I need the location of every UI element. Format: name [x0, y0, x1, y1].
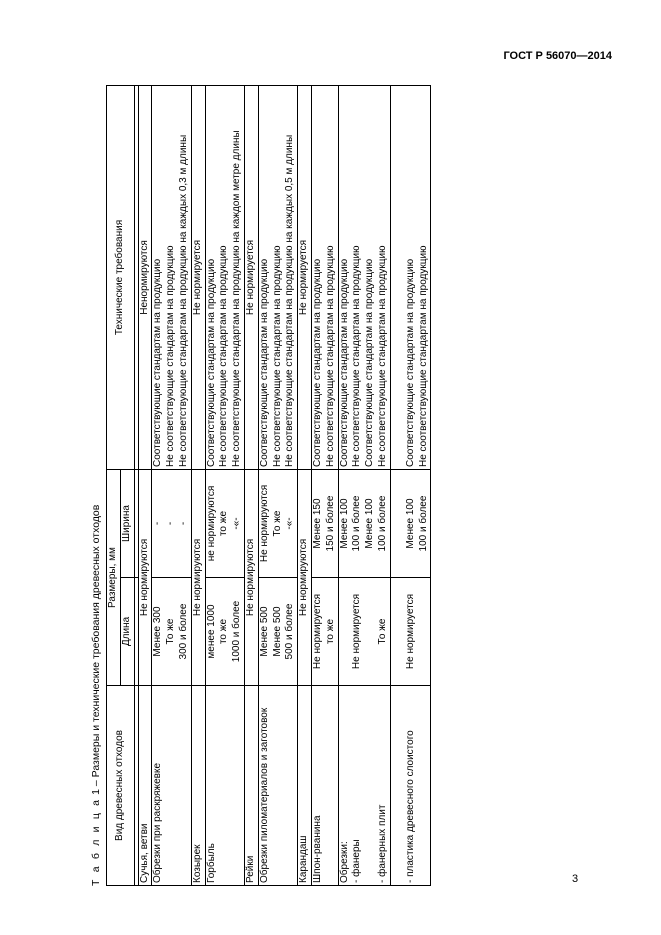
- type-line: [364, 688, 377, 883]
- requirement-line: Не соответствующие стандартам на продукцию: [351, 245, 363, 467]
- cell-width: [338, 470, 390, 578]
- col-sizes-header: Размеры, мм: [107, 470, 121, 686]
- length-line: [364, 580, 377, 683]
- table-row: [298, 86, 312, 886]
- requirement-line: Не соответствующие стандартам на продукцию: [417, 245, 429, 467]
- cell-length: [338, 578, 390, 686]
- length-line: то же: [218, 618, 230, 645]
- cell-requirements: Не нормируется: [191, 86, 205, 470]
- cell-length: [390, 578, 431, 686]
- cell-sizes-merged: Не нормируются: [298, 470, 312, 686]
- width-line: Менее 100: [404, 498, 416, 549]
- cell-sizes-merged: Не нормируются: [138, 470, 152, 686]
- length-line: то же: [324, 618, 336, 645]
- cell-type: Обрезки пиломатериалов и заготовок: [258, 686, 297, 886]
- cell-requirements: [152, 86, 191, 470]
- cell-type: Обрезки при раскряжевке: [152, 686, 191, 886]
- cell-type: - пластика древесного слоистого: [390, 686, 431, 886]
- table-row: [138, 86, 152, 886]
- cell-sizes-merged: Не нормируются: [244, 470, 258, 686]
- cell-type: Шпон-рванина: [311, 686, 338, 886]
- requirement-line: Не соответствующие стандартам на продукцию на каждых 0,3 м длины: [177, 134, 189, 467]
- length-line: 1000 и более: [231, 600, 243, 663]
- width-line: Менее 150: [311, 498, 323, 549]
- requirement-line: Не соответствующие стандартам на продукцию на каждых 0,5 м длины: [284, 134, 296, 467]
- length-line: менее 1000: [205, 604, 217, 659]
- requirement-line: Соответствующие стандартам на продукцию: [364, 258, 376, 467]
- col-requirements-header: Технические требования: [107, 86, 135, 470]
- width-line: Менее 100: [364, 498, 376, 549]
- cell-type: Горбыль: [205, 686, 244, 886]
- requirement-line: Соответствующие стандартам на продукцию: [258, 258, 270, 467]
- rotated-page-content: [88, 86, 512, 886]
- cell-length: [258, 578, 297, 686]
- width-line: -«-: [284, 517, 296, 530]
- table-row: [338, 86, 390, 886]
- requirement-line: Соответствующие стандартам на продукцию: [404, 258, 416, 467]
- requirement-line: Не соответствующие стандартам на продукцию на каждом метре длины: [231, 130, 243, 467]
- type-line: Обрезки:: [338, 841, 350, 883]
- cell-width: [311, 470, 338, 578]
- cell-requirements: [390, 86, 431, 470]
- cell-type: [338, 686, 390, 886]
- cell-width: [205, 470, 244, 578]
- col-length-header: Длина: [120, 578, 134, 686]
- cell-type: Сучья, ветви: [138, 686, 152, 886]
- col-type-header: Вид древесных отходов: [107, 686, 135, 886]
- cell-sizes-merged: Не нормируются: [191, 470, 205, 686]
- table-caption: [88, 505, 104, 886]
- width-line: не нормируются: [205, 485, 217, 562]
- cell-length: [205, 578, 244, 686]
- cell-requirements: [258, 86, 297, 470]
- table-row: [205, 86, 244, 886]
- requirement-line: Соответствующие стандартам на продукцию: [205, 258, 217, 467]
- caption-label: Т а б л и ц а: [90, 797, 102, 886]
- page-number: 3: [572, 873, 579, 885]
- width-line: 100 и более: [376, 495, 388, 552]
- length-line: То же: [376, 618, 388, 645]
- length-line: Менее 300: [152, 606, 164, 657]
- width-line: 100 и более: [351, 495, 363, 552]
- table-row: [390, 86, 431, 886]
- type-line: - фанеры: [351, 839, 363, 883]
- width-line: то же: [218, 510, 230, 537]
- length-line: Менее 500: [271, 606, 283, 657]
- requirement-line: Соответствующие стандартам на продукцию: [311, 258, 323, 467]
- cell-requirements: Не нормируется: [244, 86, 258, 470]
- cell-length: [311, 578, 338, 686]
- requirement-line: Не соответствующие стандартам на продукцию: [376, 245, 388, 467]
- table-row: [258, 86, 297, 886]
- caption-title: – Размеры и технические требования древесных отходов: [90, 504, 102, 787]
- width-line: Не нормируются: [258, 484, 270, 563]
- requirement-line: Соответствующие стандартам на продукцию: [338, 258, 350, 467]
- cell-width: [258, 470, 297, 578]
- cell-requirements: [311, 86, 338, 470]
- cell-requirements: [205, 86, 244, 470]
- requirement-line: Не соответствующие стандартам на продукцию: [218, 245, 230, 467]
- cell-requirements: [338, 86, 390, 470]
- width-line: 100 и более: [417, 495, 429, 552]
- width-line: -«-: [231, 517, 243, 530]
- standard-code: ГОСТ Р 56070—2014: [503, 50, 612, 62]
- header-row: [107, 86, 121, 886]
- cell-type: Козырек: [191, 686, 205, 886]
- type-line: - фанерных плит: [376, 804, 388, 883]
- cell-type: Рейки: [244, 686, 258, 886]
- table-row: [244, 86, 258, 886]
- length-line: 500 и более: [284, 603, 296, 660]
- length-line: [339, 580, 352, 683]
- table-row: [311, 86, 338, 886]
- cell-requirements: Не нормируется: [298, 86, 312, 470]
- requirement-line: Соответствующие стандартам на продукцию: [152, 258, 164, 467]
- cell-type: Карандаш: [298, 686, 312, 886]
- length-line: Менее 500: [258, 606, 270, 657]
- length-line: То же: [165, 618, 177, 645]
- width-line: То же: [271, 510, 283, 537]
- width-line: Менее 100: [338, 498, 350, 549]
- requirement-line: Не соответствующие стандартам на продукцию: [324, 245, 336, 467]
- width-line: -: [152, 521, 164, 526]
- table-row: [152, 86, 191, 886]
- requirement-line: Не соответствующие стандартам на продукцию: [165, 245, 177, 467]
- cell-width: [390, 470, 431, 578]
- caption-number: 1: [90, 789, 102, 795]
- width-line: 150 и более: [324, 495, 336, 552]
- width-line: -: [177, 521, 189, 526]
- cell-requirements: Ненормируются: [138, 86, 152, 470]
- cell-width: [152, 470, 191, 578]
- requirements-table: [106, 85, 431, 886]
- col-width-header: Ширина: [120, 470, 134, 578]
- table-row: [191, 86, 205, 886]
- requirement-line: Не соответствующие стандартам на продукцию: [271, 245, 283, 467]
- length-line: 300 и более: [177, 603, 189, 660]
- length-line: Не нормируется: [351, 593, 363, 670]
- cell-length: [152, 578, 191, 686]
- width-line: -: [165, 521, 177, 526]
- length-line: Не нормируется: [311, 593, 323, 670]
- length-line: Не нормируется: [404, 593, 416, 670]
